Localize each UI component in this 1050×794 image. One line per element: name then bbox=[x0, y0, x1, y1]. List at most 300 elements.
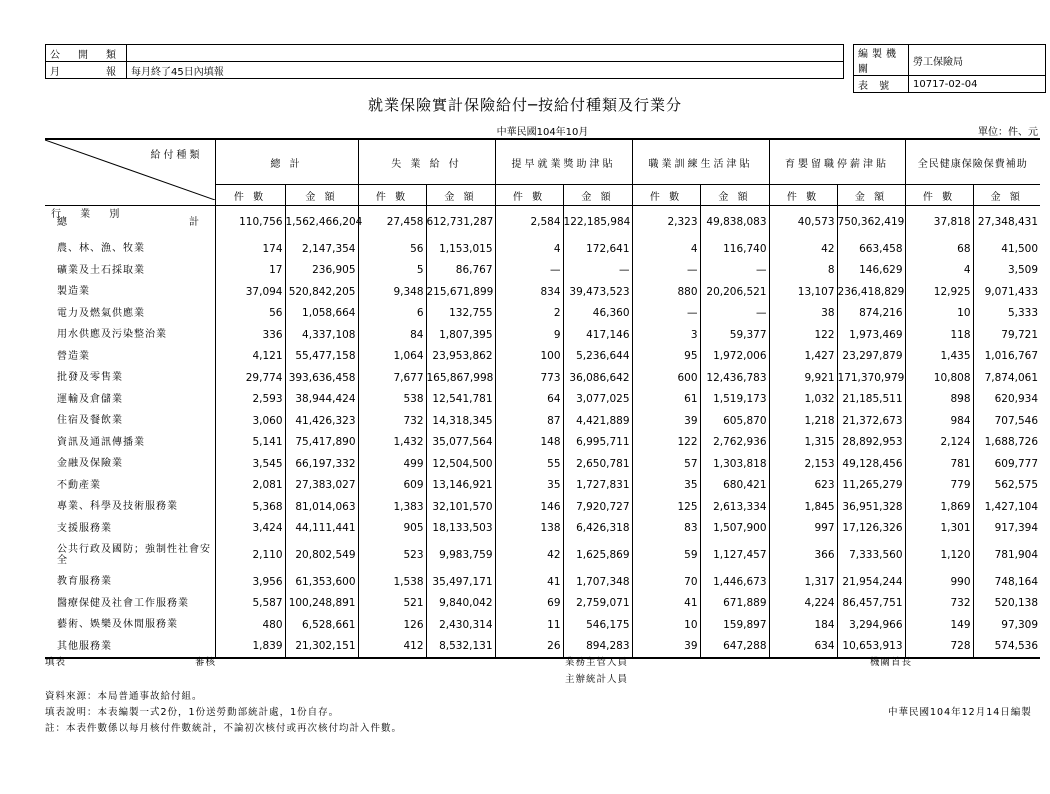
cell-amount: 35,497,171 bbox=[426, 571, 495, 593]
cell-amount: 2,762,936 bbox=[700, 432, 769, 454]
cell-amount: 2,613,334 bbox=[700, 496, 769, 518]
cell-amount: 86,767 bbox=[426, 260, 495, 282]
report-period: 中華民國104年10月 bbox=[496, 127, 589, 138]
cell-amount: 1,507,900 bbox=[700, 518, 769, 540]
cell-count: 146 bbox=[495, 496, 563, 518]
group-header-total: 總 計 bbox=[215, 139, 358, 185]
cell-count: 634 bbox=[769, 636, 837, 659]
table-row bbox=[45, 346, 1040, 368]
cell-amount: 215,671,899 bbox=[426, 281, 495, 303]
cell-count: 4 bbox=[905, 260, 973, 282]
industry-name: 總 計 bbox=[57, 216, 200, 228]
cell-count: 13,107 bbox=[769, 281, 837, 303]
header-left-label-2: 月 報 bbox=[46, 62, 127, 79]
header-left-value-1 bbox=[127, 45, 236, 62]
footer-stat-officer: 主辦統計人員 bbox=[565, 674, 629, 685]
cell-amount: 14,318,345 bbox=[426, 410, 495, 432]
cell-amount: 20,206,521 bbox=[700, 281, 769, 303]
cell-count: 1,064 bbox=[358, 346, 426, 368]
table-row bbox=[45, 593, 1040, 615]
cell-amount: 1,127,457 bbox=[700, 539, 769, 571]
cell-count: 538 bbox=[358, 389, 426, 411]
cell-amount: 1,727,831 bbox=[563, 475, 632, 497]
cell-amount: 172,641 bbox=[563, 238, 632, 260]
cell-amount: 17,126,326 bbox=[837, 518, 905, 540]
footer-fill: 填表 bbox=[45, 657, 67, 668]
cell-amount: 46,360 bbox=[563, 303, 632, 325]
sub-header-count: 件 數 bbox=[215, 185, 285, 206]
cell-amount: 7,920,727 bbox=[563, 496, 632, 518]
cell-amount: 27,383,027 bbox=[285, 475, 358, 497]
cell-count: 3,424 bbox=[215, 518, 285, 540]
cell-amount: 9,840,042 bbox=[426, 593, 495, 615]
cell-amount: 2,650,781 bbox=[563, 453, 632, 475]
header-left-table bbox=[45, 44, 844, 79]
report-unit: 單位：件、元 bbox=[978, 127, 1038, 138]
table-row bbox=[45, 518, 1040, 540]
cell-count: 336 bbox=[215, 324, 285, 346]
cell-amount: 12,436,783 bbox=[700, 367, 769, 389]
industry-name: 住宿及餐飲業 bbox=[57, 415, 123, 427]
cell-count: 781 bbox=[905, 453, 973, 475]
cell-count: 100 bbox=[495, 346, 563, 368]
cell-amount: 520,842,205 bbox=[285, 281, 358, 303]
cell-count: 118 bbox=[905, 324, 973, 346]
cell-count: 2,584 bbox=[495, 206, 563, 239]
cell-amount: 1,807,395 bbox=[426, 324, 495, 346]
cell-amount: 165,867,998 bbox=[426, 367, 495, 389]
cell-amount: 6,995,711 bbox=[563, 432, 632, 454]
industry-name: 農、林、漁、牧業 bbox=[57, 243, 145, 255]
cell-count: 8 bbox=[769, 260, 837, 282]
cell-amount: 417,146 bbox=[563, 324, 632, 346]
cell-amount: 146,629 bbox=[837, 260, 905, 282]
cell-count: 39 bbox=[632, 636, 700, 659]
industry-name: 不動產業 bbox=[57, 479, 101, 491]
cell-amount: 100,248,891 bbox=[285, 593, 358, 615]
cell-amount: 8,532,131 bbox=[426, 636, 495, 659]
cell-count: 122 bbox=[632, 432, 700, 454]
group-header-early-reemployment: 提早就業獎助津貼 bbox=[495, 139, 632, 185]
cell-count: 4 bbox=[495, 238, 563, 260]
cell-amount: 21,185,511 bbox=[837, 389, 905, 411]
header-right-value-1: 勞工保險局 bbox=[909, 45, 1046, 76]
cell-count: 37,818 bbox=[905, 206, 973, 239]
cell-count: 84 bbox=[358, 324, 426, 346]
industry-name: 藝術、娛樂及休閒服務業 bbox=[57, 619, 178, 631]
cell-count: 10 bbox=[632, 614, 700, 636]
cell-amount: 236,905 bbox=[285, 260, 358, 282]
cell-count: 1,432 bbox=[358, 432, 426, 454]
industry-name: 教育服務業 bbox=[57, 576, 112, 588]
cell-amount: 44,111,441 bbox=[285, 518, 358, 540]
cell-count: 480 bbox=[215, 614, 285, 636]
cell-amount: — bbox=[700, 303, 769, 325]
industry-name: 資訊及通訊傳播業 bbox=[57, 436, 145, 448]
cell-count: 42 bbox=[769, 238, 837, 260]
cell-count: 40,573 bbox=[769, 206, 837, 239]
cell-count: 623 bbox=[769, 475, 837, 497]
cell-count: 728 bbox=[905, 636, 973, 659]
cell-count: 138 bbox=[495, 518, 563, 540]
cell-count: 87 bbox=[495, 410, 563, 432]
cell-count: 4 bbox=[632, 238, 700, 260]
cell-count: 41 bbox=[495, 571, 563, 593]
table-row-total bbox=[45, 206, 1040, 239]
footer-note-instructions: 填表說明：本表編製一式2份，1份送勞動部統計處，1份自存。 bbox=[45, 707, 340, 718]
cell-count: 521 bbox=[358, 593, 426, 615]
cell-count: 997 bbox=[769, 518, 837, 540]
cell-amount: 171,370,979 bbox=[837, 367, 905, 389]
table-row bbox=[45, 475, 1040, 497]
cell-count: 3,060 bbox=[215, 410, 285, 432]
cell-amount: 609,777 bbox=[973, 453, 1040, 475]
industry-name: 營造業 bbox=[57, 350, 90, 362]
cell-count: 9,921 bbox=[769, 367, 837, 389]
cell-count: 1,032 bbox=[769, 389, 837, 411]
cell-count: 609 bbox=[358, 475, 426, 497]
industry-name: 專業、科學及技術服務業 bbox=[57, 501, 178, 513]
sub-header-amount: 金 額 bbox=[837, 185, 905, 206]
cell-count: 37,094 bbox=[215, 281, 285, 303]
cell-count: 56 bbox=[215, 303, 285, 325]
cell-count: — bbox=[632, 303, 700, 325]
cell-count: 4,224 bbox=[769, 593, 837, 615]
table-row bbox=[45, 238, 1040, 260]
cell-count: 9 bbox=[495, 324, 563, 346]
cell-amount: 1,562,466,204 bbox=[285, 206, 358, 239]
cell-count: 732 bbox=[358, 410, 426, 432]
industry-name: 支援服務業 bbox=[57, 522, 112, 534]
cell-amount: 21,954,244 bbox=[837, 571, 905, 593]
group-header-health-insurance: 全民健康保險保費補助 bbox=[905, 139, 1040, 185]
cell-amount: 36,086,642 bbox=[563, 367, 632, 389]
cell-amount: 18,133,503 bbox=[426, 518, 495, 540]
cell-count: 55 bbox=[495, 453, 563, 475]
industry-name: 礦業及土石採取業 bbox=[57, 264, 145, 276]
cell-amount: 6,426,318 bbox=[563, 518, 632, 540]
cell-amount: 781,904 bbox=[973, 539, 1040, 571]
industry-name: 其他服務業 bbox=[45, 636, 215, 659]
cell-count: 5 bbox=[358, 260, 426, 282]
sub-header-count: 件 數 bbox=[358, 185, 426, 206]
cell-amount: 28,892,953 bbox=[837, 432, 905, 454]
cell-count: — bbox=[632, 260, 700, 282]
table-row bbox=[45, 571, 1040, 593]
header-right-label-1: 編製機關 bbox=[854, 45, 909, 76]
cell-count: 110,756 bbox=[215, 206, 285, 239]
cell-count: 29,774 bbox=[215, 367, 285, 389]
footer-review: 審核 bbox=[195, 657, 217, 668]
cell-count: 3,956 bbox=[215, 571, 285, 593]
cell-count: 57 bbox=[632, 453, 700, 475]
cell-count: 1,538 bbox=[358, 571, 426, 593]
cell-count: 2,124 bbox=[905, 432, 973, 454]
cell-count: 2 bbox=[495, 303, 563, 325]
cell-amount: 894,283 bbox=[563, 636, 632, 659]
cell-count: 12,925 bbox=[905, 281, 973, 303]
cell-count: 5,141 bbox=[215, 432, 285, 454]
cell-count: 905 bbox=[358, 518, 426, 540]
cell-count: 35 bbox=[632, 475, 700, 497]
cell-count: 2,081 bbox=[215, 475, 285, 497]
table-row bbox=[45, 324, 1040, 346]
cell-amount: 9,071,433 bbox=[973, 281, 1040, 303]
industry-name: 醫療保健及社會工作服務業 bbox=[57, 597, 189, 609]
cell-count: 1,315 bbox=[769, 432, 837, 454]
industry-name: 製造業 bbox=[57, 286, 90, 298]
cell-amount: 12,541,781 bbox=[426, 389, 495, 411]
cell-amount: 3,294,966 bbox=[837, 614, 905, 636]
cell-count: 1,301 bbox=[905, 518, 973, 540]
cell-amount: 4,337,108 bbox=[285, 324, 358, 346]
cell-amount: 1,446,673 bbox=[700, 571, 769, 593]
cell-amount: 1,688,726 bbox=[973, 432, 1040, 454]
cell-count: 523 bbox=[358, 539, 426, 571]
cell-amount: 5,236,644 bbox=[563, 346, 632, 368]
cell-count: 59 bbox=[632, 539, 700, 571]
cell-amount: 620,934 bbox=[973, 389, 1040, 411]
cell-amount: 159,897 bbox=[700, 614, 769, 636]
header-left-value-2: 每月終了45日內填報 bbox=[127, 62, 236, 79]
sub-header-count: 件 數 bbox=[495, 185, 563, 206]
cell-count: 42 bbox=[495, 539, 563, 571]
cell-count: 499 bbox=[358, 453, 426, 475]
cell-amount: 13,146,921 bbox=[426, 475, 495, 497]
cell-amount: 1,519,173 bbox=[700, 389, 769, 411]
cell-amount: 671,889 bbox=[700, 593, 769, 615]
cell-count: 3,545 bbox=[215, 453, 285, 475]
cell-count: 732 bbox=[905, 593, 973, 615]
cell-amount: 41,500 bbox=[973, 238, 1040, 260]
cell-count: 1,435 bbox=[905, 346, 973, 368]
cell-count: 4,121 bbox=[215, 346, 285, 368]
industry-name: 電力及燃氣供應業 bbox=[57, 307, 145, 319]
sub-header-count: 件 數 bbox=[905, 185, 973, 206]
cell-amount: — bbox=[700, 260, 769, 282]
cell-count: 126 bbox=[358, 614, 426, 636]
cell-amount: — bbox=[563, 260, 632, 282]
cell-amount: 32,101,570 bbox=[426, 496, 495, 518]
cell-count: 3 bbox=[632, 324, 700, 346]
cell-amount: 132,755 bbox=[426, 303, 495, 325]
cell-amount: 1,973,469 bbox=[837, 324, 905, 346]
cell-amount: 79,721 bbox=[973, 324, 1040, 346]
cell-count: 174 bbox=[215, 238, 285, 260]
cell-count: 9,348 bbox=[358, 281, 426, 303]
cell-amount: 122,185,984 bbox=[563, 206, 632, 239]
cell-amount: 663,458 bbox=[837, 238, 905, 260]
corner-top-label: 給付種類 bbox=[150, 150, 203, 161]
group-header-vocational-training: 職業訓練生活津貼 bbox=[632, 139, 769, 185]
cell-count: 1,218 bbox=[769, 410, 837, 432]
cell-amount: 10,653,913 bbox=[837, 636, 905, 659]
cell-count: — bbox=[495, 260, 563, 282]
cell-count: 984 bbox=[905, 410, 973, 432]
footer-compiled-date: 中華民國104年12月14日編製 bbox=[888, 707, 1032, 718]
cell-count: 600 bbox=[632, 367, 700, 389]
cell-amount: 75,417,890 bbox=[285, 432, 358, 454]
cell-amount: 23,953,862 bbox=[426, 346, 495, 368]
cell-amount: 647,288 bbox=[700, 636, 769, 659]
cell-count: 69 bbox=[495, 593, 563, 615]
cell-amount: 2,430,314 bbox=[426, 614, 495, 636]
cell-amount: 21,372,673 bbox=[837, 410, 905, 432]
table-row bbox=[45, 496, 1040, 518]
cell-amount: 546,175 bbox=[563, 614, 632, 636]
cell-amount: 97,309 bbox=[973, 614, 1040, 636]
cell-amount: 7,874,061 bbox=[973, 367, 1040, 389]
cell-amount: 3,077,025 bbox=[563, 389, 632, 411]
cell-count: 6 bbox=[358, 303, 426, 325]
cell-amount: 1,427,104 bbox=[973, 496, 1040, 518]
cell-count: 61 bbox=[632, 389, 700, 411]
cell-count: 2,323 bbox=[632, 206, 700, 239]
cell-count: 56 bbox=[358, 238, 426, 260]
table-row bbox=[45, 389, 1040, 411]
cell-amount: 3,509 bbox=[973, 260, 1040, 282]
cell-count: 1,839 bbox=[215, 636, 285, 659]
cell-amount: 605,870 bbox=[700, 410, 769, 432]
cell-amount: 9,983,759 bbox=[426, 539, 495, 571]
table-row bbox=[45, 539, 1040, 571]
table-row bbox=[45, 614, 1040, 636]
cell-count: 38 bbox=[769, 303, 837, 325]
cell-count: 35 bbox=[495, 475, 563, 497]
cell-count: 5,368 bbox=[215, 496, 285, 518]
cell-amount: 2,147,354 bbox=[285, 238, 358, 260]
cell-amount: 680,421 bbox=[700, 475, 769, 497]
cell-amount: 612,731,287 bbox=[426, 206, 495, 239]
cell-count: 1,845 bbox=[769, 496, 837, 518]
header-right-label-2: 表 號 bbox=[854, 76, 909, 93]
cell-amount: 1,972,006 bbox=[700, 346, 769, 368]
sub-header-count: 件 數 bbox=[632, 185, 700, 206]
cell-count: 366 bbox=[769, 539, 837, 571]
table-row bbox=[45, 410, 1040, 432]
table-body bbox=[45, 206, 1040, 659]
cell-count: 17 bbox=[215, 260, 285, 282]
corner-bottom-label: 行 業 別 bbox=[51, 209, 128, 220]
cell-amount: 1,707,348 bbox=[563, 571, 632, 593]
header-left-label-1: 公 開 類 bbox=[46, 45, 127, 62]
industry-name: 用水供應及污染整治業 bbox=[57, 329, 167, 341]
table-row bbox=[45, 367, 1040, 389]
cell-amount: 41,426,323 bbox=[285, 410, 358, 432]
cell-amount: 49,128,456 bbox=[837, 453, 905, 475]
cell-amount: 36,951,328 bbox=[837, 496, 905, 518]
cell-amount: 917,394 bbox=[973, 518, 1040, 540]
cell-amount: 236,418,829 bbox=[837, 281, 905, 303]
cell-count: 95 bbox=[632, 346, 700, 368]
cell-amount: 2,759,071 bbox=[563, 593, 632, 615]
cell-amount: 393,636,458 bbox=[285, 367, 358, 389]
cell-amount: 61,353,600 bbox=[285, 571, 358, 593]
industry-name: 運輸及倉儲業 bbox=[57, 393, 123, 405]
cell-amount: 1,625,869 bbox=[563, 539, 632, 571]
cell-amount: 1,303,818 bbox=[700, 453, 769, 475]
statistics-table bbox=[45, 138, 1040, 659]
header-right-value-2: 10717-02-04 bbox=[909, 76, 1046, 93]
industry-name: 金融及保險業 bbox=[57, 458, 123, 470]
cell-amount: 49,838,083 bbox=[700, 206, 769, 239]
cell-amount: 38,944,424 bbox=[285, 389, 358, 411]
cell-count: 41 bbox=[632, 593, 700, 615]
cell-amount: 520,138 bbox=[973, 593, 1040, 615]
cell-amount: 21,302,151 bbox=[285, 636, 358, 659]
cell-count: 125 bbox=[632, 496, 700, 518]
cell-count: 898 bbox=[905, 389, 973, 411]
cell-count: 148 bbox=[495, 432, 563, 454]
cell-amount: 12,504,500 bbox=[426, 453, 495, 475]
cell-count: 2,110 bbox=[215, 539, 285, 571]
cell-count: 5,587 bbox=[215, 593, 285, 615]
cell-count: 1,317 bbox=[769, 571, 837, 593]
cell-amount: 116,740 bbox=[700, 238, 769, 260]
cell-amount: 81,014,063 bbox=[285, 496, 358, 518]
cell-amount: 11,265,279 bbox=[837, 475, 905, 497]
cell-amount: 86,457,751 bbox=[837, 593, 905, 615]
cell-count: 184 bbox=[769, 614, 837, 636]
header-right-table bbox=[853, 44, 1046, 93]
cell-count: 1,869 bbox=[905, 496, 973, 518]
sub-header-count: 件 數 bbox=[769, 185, 837, 206]
cell-count: 68 bbox=[905, 238, 973, 260]
cell-count: 10 bbox=[905, 303, 973, 325]
cell-amount: 1,153,015 bbox=[426, 238, 495, 260]
footer-note-remark: 註：本表件數係以每月核付件數統計，不論初次核付或再次核付均計入件數。 bbox=[45, 723, 403, 734]
cell-count: 1,427 bbox=[769, 346, 837, 368]
footer-supervisor: 業務主管人員 bbox=[565, 657, 629, 668]
cell-amount: 35,077,564 bbox=[426, 432, 495, 454]
table-row bbox=[45, 303, 1040, 325]
cell-amount: 39,473,523 bbox=[563, 281, 632, 303]
cell-count: 64 bbox=[495, 389, 563, 411]
cell-count: 149 bbox=[905, 614, 973, 636]
group-header-parental-leave: 育嬰留職停薪津貼 bbox=[769, 139, 905, 185]
table-row bbox=[45, 432, 1040, 454]
cell-amount: 1,058,664 bbox=[285, 303, 358, 325]
cell-amount: 66,197,332 bbox=[285, 453, 358, 475]
sub-header-amount: 金 額 bbox=[973, 185, 1040, 206]
cell-amount: 1,016,767 bbox=[973, 346, 1040, 368]
cell-amount: 574,536 bbox=[973, 636, 1040, 659]
cell-count: 880 bbox=[632, 281, 700, 303]
sub-header-amount: 金 額 bbox=[563, 185, 632, 206]
industry-name: 批發及零售業 bbox=[57, 372, 123, 384]
cell-amount: 562,575 bbox=[973, 475, 1040, 497]
report-title: 就業保險實計保險給付─按給付種類及行業分 bbox=[367, 96, 683, 114]
cell-amount: 707,546 bbox=[973, 410, 1040, 432]
sub-header-amount: 金 額 bbox=[285, 185, 358, 206]
cell-count: 39 bbox=[632, 410, 700, 432]
cell-amount: 27,348,431 bbox=[973, 206, 1040, 239]
group-header-unemployment: 失 業 給 付 bbox=[358, 139, 495, 185]
cell-amount: 6,528,661 bbox=[285, 614, 358, 636]
cell-count: 1,383 bbox=[358, 496, 426, 518]
cell-amount: 748,164 bbox=[973, 571, 1040, 593]
table-row bbox=[45, 453, 1040, 475]
cell-count: 2,593 bbox=[215, 389, 285, 411]
cell-amount: 23,297,879 bbox=[837, 346, 905, 368]
cell-amount: 750,362,419 bbox=[837, 206, 905, 239]
table-corner-header bbox=[45, 139, 215, 220]
cell-count: 773 bbox=[495, 367, 563, 389]
cell-count: 122 bbox=[769, 324, 837, 346]
cell-amount: 59,377 bbox=[700, 324, 769, 346]
cell-count: 70 bbox=[632, 571, 700, 593]
cell-count: 7,677 bbox=[358, 367, 426, 389]
